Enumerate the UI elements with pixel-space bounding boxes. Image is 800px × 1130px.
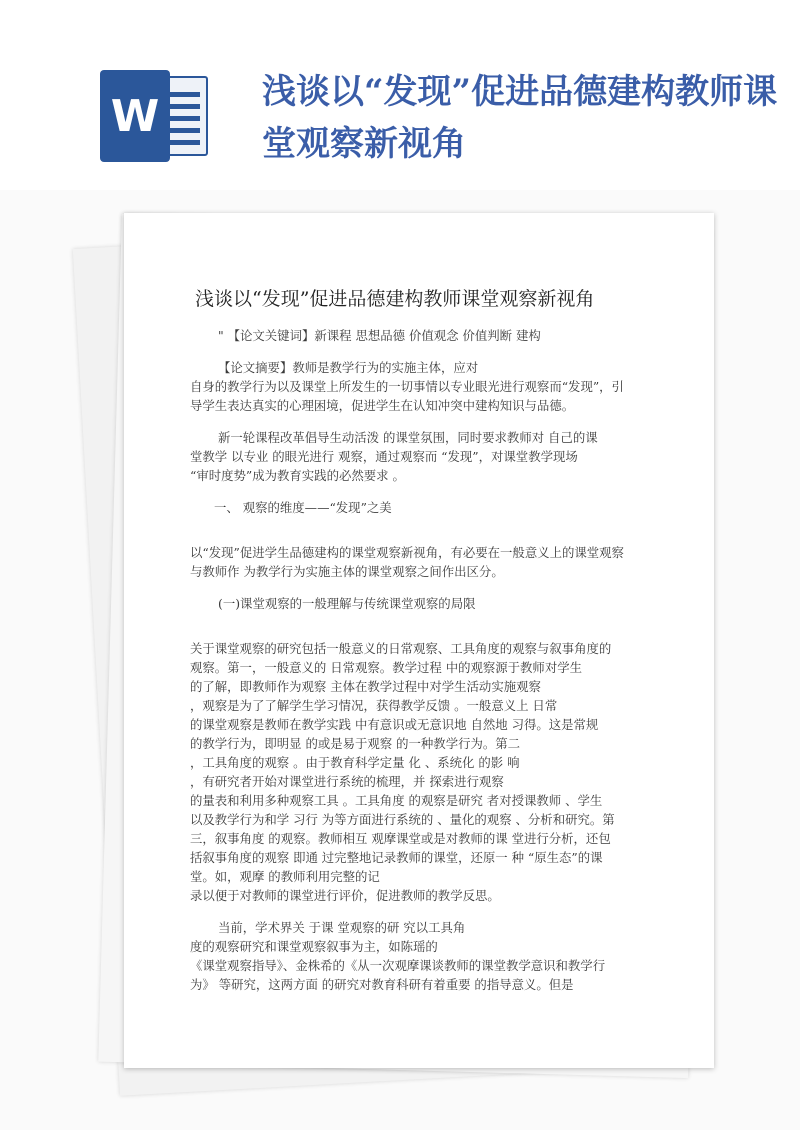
document-title: 浅谈以“发现”促进品德建构教师课堂观察新视角 bbox=[195, 288, 595, 310]
word-w-badge: W bbox=[100, 70, 170, 162]
text-line: 《课堂观察指导》、金株希的《从一次观摩课谈教师的课堂教学意识和教学行 bbox=[190, 958, 606, 973]
text-line: (一)课堂观察的一般理解与传统课堂观察的局限 bbox=[218, 596, 476, 611]
text-line: 观察。第一，一般意义的 日常观察。教学过程 中的观察源于教师对学生 bbox=[190, 660, 582, 675]
text-line: 新一轮课程改革倡导生动活泼 的课堂氛围，同时要求教师对 自己的课 bbox=[218, 430, 598, 445]
text-line: 的教学行为，即明显 的或是易于观察 的一种教学行为。第二 bbox=[190, 736, 521, 751]
text-line: 当前，学术界关 于课 堂观察的研 究以工具角 bbox=[218, 920, 466, 935]
text-line: 导学生表达真实的心理困境，促进学生在认知冲突中建构知识与品德。 bbox=[190, 398, 575, 413]
paragraph-gap bbox=[190, 626, 660, 639]
text-line: ，有研究者开始对课堂进行系统的梳理，并 探索进行观察 bbox=[190, 774, 504, 789]
text-line: " 【论文关键词】新课程 思想品德 价值观念 价值判断 建构 bbox=[218, 328, 541, 343]
text-line: 度的观察研究和课堂观察叙事为主，如陈瑶的 bbox=[190, 939, 438, 954]
text-line: 为》 等研究，这两方面 的研究对教育科研有着重要 的指导意义。但是 bbox=[190, 977, 574, 992]
paragraph-gap bbox=[190, 905, 660, 918]
text-line: 的了解，即教师作为观察 主体在教学过程中对学生活动实施观察 bbox=[190, 679, 541, 694]
document-body bbox=[190, 326, 660, 994]
text-line: 堂教学 以专业 的眼光进行 观察，通过观察而 “发现”，对课堂教学现场 bbox=[190, 449, 578, 464]
text-line: 的课堂观察是教师在教学实践 中有意识或无意识地 自然地 习得。这是常规 bbox=[190, 717, 599, 732]
text-line: ，工具角度的观察 。由于教育科学定量 化 、系统化 的影 响 bbox=[190, 755, 520, 770]
text-line: “审时度势”成为教育实践的必然要求 。 bbox=[190, 468, 405, 483]
paragraph-gap bbox=[190, 485, 660, 498]
text-line: 三，叙事角度 的观察。教师相互 观摩课堂或是对教师的课 堂进行分析，还包 bbox=[190, 831, 611, 846]
paragraph-gap bbox=[190, 345, 660, 358]
text-line: 【论文摘要】教师是教学行为的实施主体，应对 bbox=[218, 360, 479, 375]
text-line: 以“发现”促进学生品德建构的课堂观察新视角，有必要在一般意义上的课堂观察 bbox=[190, 545, 624, 560]
text-line: 括叙事角度的观察 即通 过完整地记录教师的课堂，还原一 种 “原生态”的课 bbox=[190, 850, 603, 865]
text-line: 的量表和利用多种观察工具 。工具角度 的观察是研究 者对授课教师 、学生 bbox=[190, 793, 603, 808]
text-line: 一、 观察的维度——“发现”之美 bbox=[214, 500, 392, 515]
text-line: 关于课堂观察的研究包括一般意义的日常观察、工具角度的观察与叙事角度的 bbox=[190, 641, 612, 656]
text-line: 以及教学行为和学 习行 为等方面进行系统的 、量化的观察 、分析和研究。第 bbox=[190, 812, 615, 827]
header-title: 浅谈以“发现”促进品德建构教师课堂观察新视角 bbox=[262, 72, 778, 164]
word-document-icon bbox=[100, 70, 212, 160]
header-banner bbox=[0, 0, 800, 190]
paragraph-gap bbox=[190, 517, 660, 530]
paragraph-gap bbox=[190, 530, 660, 543]
text-line: 自身的教学行为以及课堂上所发生的一切事情以专业眼光进行观察而“发现”，引 bbox=[190, 379, 624, 394]
text-line: ，观察是为了了解学生学习情况，获得教学反馈 。一般意义上 日常 bbox=[190, 698, 558, 713]
paragraph-gap bbox=[190, 581, 660, 594]
paragraph-gap bbox=[190, 415, 660, 428]
text-line: 录以便于对教师的课堂进行评价，促进教师的教学反思。 bbox=[190, 888, 500, 903]
paragraph-gap bbox=[190, 613, 660, 626]
text-line: 堂。如，观摩 的教师利用完整的记 bbox=[190, 869, 380, 884]
text-line: 与教师作 为教学行为实施主体的课堂观察之间作出区分。 bbox=[190, 564, 504, 579]
